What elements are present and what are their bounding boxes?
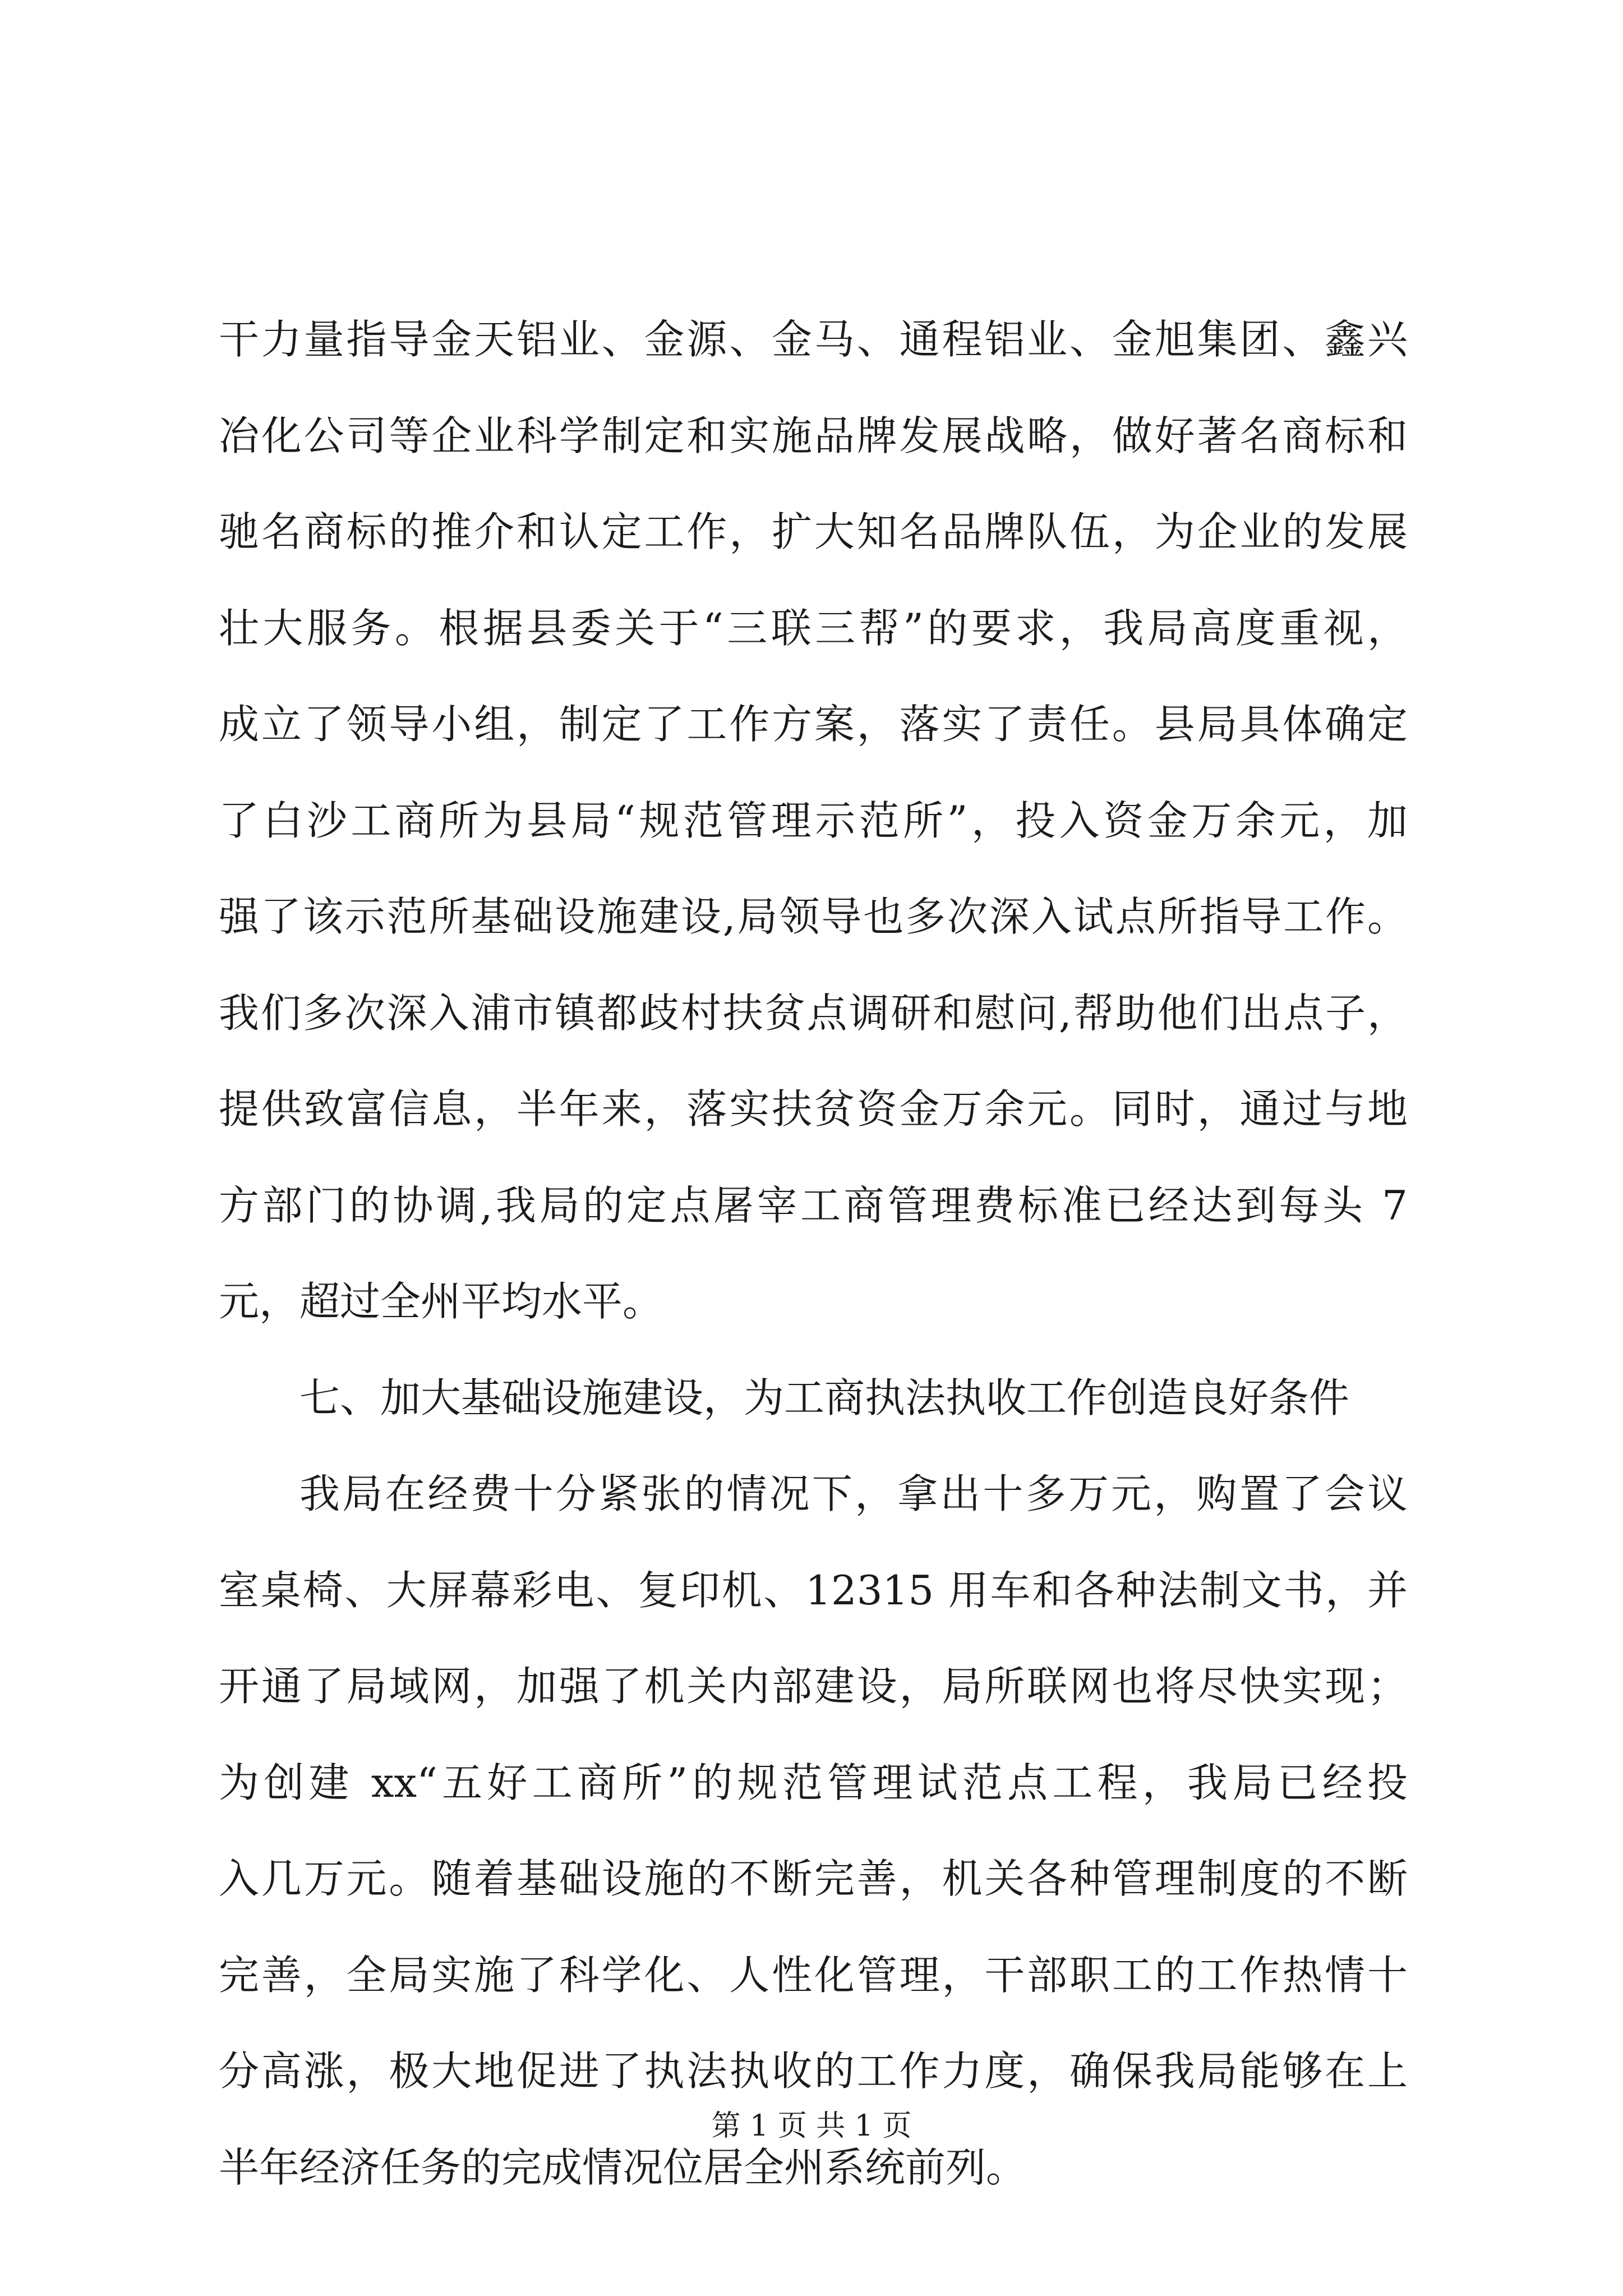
paragraph-line: 完善，全局实施了科学化、人性化管理，干部职工的工作热情十 [219, 1951, 1408, 1999]
body-text [219, 292, 1408, 2216]
paragraph-line: 元，超过全州平均水平。 [219, 1278, 663, 1325]
paragraph-line: 入几万元。随着基础设施的不断完善，机关各种管理制度的不断 [219, 1855, 1408, 1902]
paragraph-line: 室桌椅、大屏幕彩电、复印机、12315 用车和各种法制文书，并 [219, 1566, 1408, 1614]
paragraph-line: 干力量指导金天铝业、金源、金马、通程铝业、金旭集团、鑫兴 [219, 316, 1408, 363]
paragraph-line: 为创建 xx“五好工商所”的规范管理试范点工程，我局已经投 [219, 1759, 1408, 1806]
section-heading: 七、加大基础设施建设，为工商执法执收工作创造良好条件 [299, 1374, 1350, 1421]
paragraph-line: 提供致富信息，半年来，落实扶贫资金万余元。同时，通过与地 [219, 1085, 1408, 1133]
paragraph-line: 我们多次深入浦市镇都歧村扶贫点调研和慰问,帮助他们出点子， [219, 989, 1408, 1037]
paragraph-line: 强了该示范所基础设施建设,局领导也多次深入试点所指导工作。 [219, 893, 1408, 940]
page-footer: 第 1 页 共 1 页 [711, 2109, 912, 2143]
paragraph-line: 我局在经费十分紧张的情况下，拿出十多万元，购置了会议 [299, 1470, 1408, 1517]
paragraph-line: 成立了领导小组，制定了工作方案，落实了责任。县局具体确定 [219, 701, 1408, 748]
paragraph-line: 驰名商标的推介和认定工作，扩大知名品牌队伍，为企业的发展 [219, 508, 1408, 555]
paragraph-line: 分高涨，极大地促进了执法执收的工作力度，确保我局能够在上 [219, 2047, 1408, 2095]
paragraph-line: 方部门的协调,我局的定点屠宰工商管理费标准已经达到每头 7 [219, 1181, 1408, 1229]
paragraph-line: 冶化公司等企业科学制定和实施品牌发展战略，做好著名商标和 [219, 412, 1408, 459]
paragraph-line: 了白沙工商所为县局“规范管理示范所”，投入资金万余元，加 [219, 797, 1408, 844]
paragraph-line: 壮大服务。根据县委关于“三联三帮”的要求，我局高度重视， [219, 604, 1408, 652]
paragraph-line: 半年经济任务的完成情况位居全州系统前列。 [219, 2143, 1027, 2191]
paragraph-line: 开通了局域网，加强了机关内部建设，局所联网也将尽快实现； [219, 1663, 1408, 1710]
